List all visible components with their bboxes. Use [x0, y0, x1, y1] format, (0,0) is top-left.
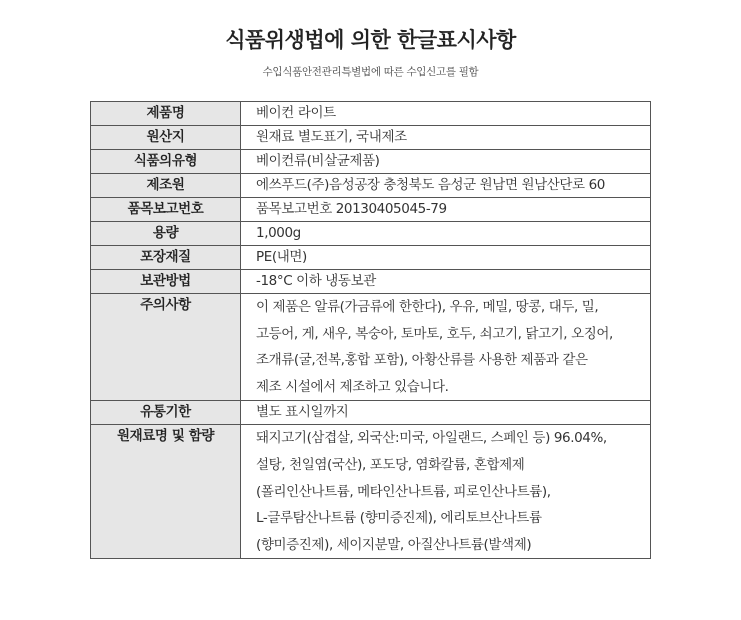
- table-row-expiry: [91, 401, 651, 425]
- row-value: 에쓰푸드(주)음성공장 충청북도 음성군 원남면 원남산단로 60: [241, 174, 651, 198]
- row-label: 제품명: [91, 102, 241, 126]
- page-subtitle: 수입식품안전관리특별법에 따른 수입신고를 필함: [262, 66, 479, 78]
- row-label: 식품의유형: [91, 150, 241, 174]
- row-value: 별도 표시일까지: [241, 401, 651, 425]
- row-label: 주의사항: [91, 294, 241, 401]
- row-value: -18°C 이하 냉동보관: [241, 270, 651, 294]
- page-title: 식품위생법에 의한 한글표시사항: [225, 28, 516, 52]
- table-row-manufacturer: [91, 174, 651, 198]
- row-label: 품목보고번호: [91, 198, 241, 222]
- table-row-volume: [91, 222, 651, 246]
- row-value: PE(내면): [241, 246, 651, 270]
- row-label: 제조원: [91, 174, 241, 198]
- row-value: 돼지고기(삼겹살, 외국산:미국, 아일랜드, 스페인 등) 96.04%, 설탕, 천일염(국산), 포도당, 염화칼륨, 혼합제제 (폴리인산나트륨, 메타인산나트륨, 피로인산나트륨), L-글루탐산나트륨 (향미증진제), 에리토브산나트륨 (향미증진제), 세이지분말, 아질산나트륨(발색제): [241, 425, 651, 559]
- table-row-report-number: [91, 198, 651, 222]
- row-value: 베이컨류(비살균제품): [241, 150, 651, 174]
- row-value: 원재료 별도표기, 국내제조: [241, 126, 651, 150]
- table-row-cautions: [91, 294, 651, 401]
- row-label: 원재료명 및 함량: [91, 425, 241, 559]
- row-label: 원산지: [91, 126, 241, 150]
- label-info-table: [90, 101, 651, 559]
- row-label: 용량: [91, 222, 241, 246]
- table-row-storage: [91, 270, 651, 294]
- row-value: 품목보고번호 20130405045-79: [241, 198, 651, 222]
- row-label: 보관방법: [91, 270, 241, 294]
- table-row-origin: [91, 126, 651, 150]
- table-row-packaging: [91, 246, 651, 270]
- table-row-food-type: [91, 150, 651, 174]
- table-row-product-name: [91, 102, 651, 126]
- row-label: 유통기한: [91, 401, 241, 425]
- row-value: 베이컨 라이트: [241, 102, 651, 126]
- row-label: 포장재질: [91, 246, 241, 270]
- row-value: 이 제품은 알류(가금류에 한한다), 우유, 메밀, 땅콩, 대두, 밀, 고등어, 게, 새우, 복숭아, 토마토, 호두, 쇠고기, 닭고기, 오징어, 조개류(굴,전복,홍합 포함), 아황산류를 사용한 제품과 같은 제조 시설에서 제조하고 있습니다.: [241, 294, 651, 401]
- table-row-ingredients: [91, 425, 651, 559]
- row-value: 1,000g: [241, 222, 651, 246]
